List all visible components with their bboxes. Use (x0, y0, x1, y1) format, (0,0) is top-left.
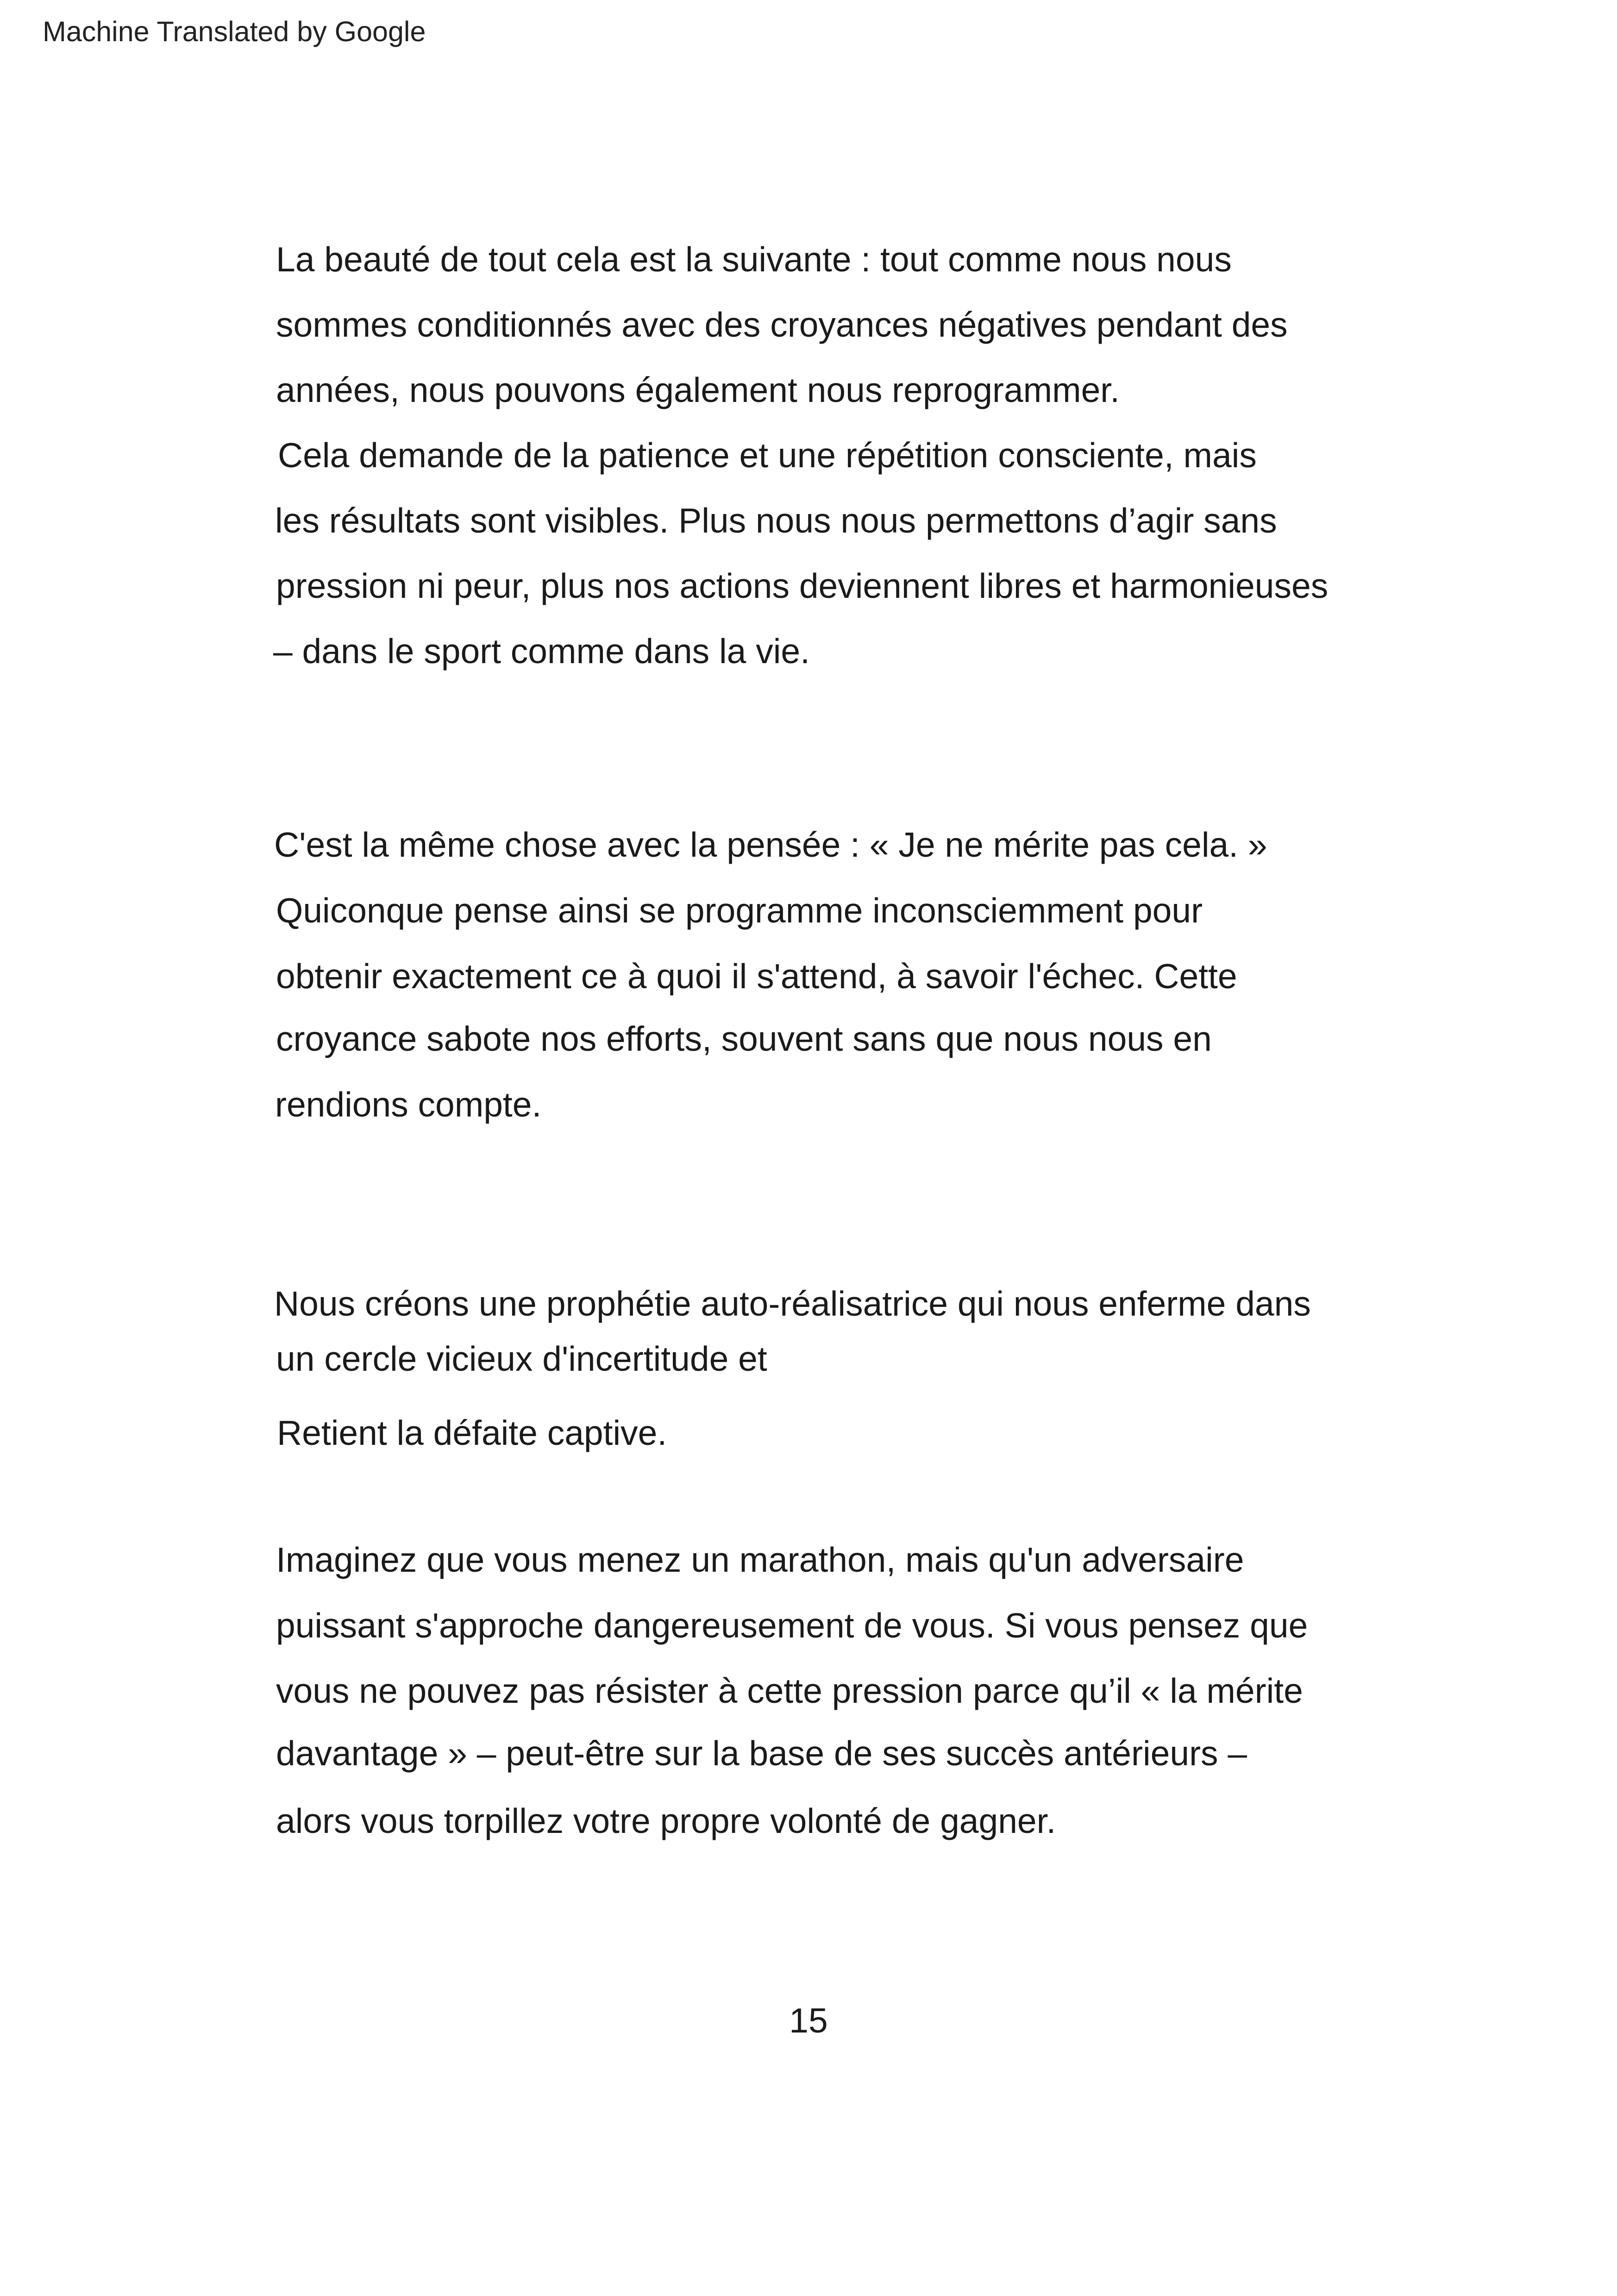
text-line: années, nous pouvons également nous reprogrammer. (276, 370, 1120, 409)
text-line: puissant s'approche dangereusement de vous. Si vous pensez que (276, 1606, 1308, 1645)
text-line: alors vous torpillez votre propre volonté de gagner. (276, 1801, 1056, 1840)
text-line: Nous créons une prophétie auto-réalisatrice qui nous enferme dans (274, 1284, 1311, 1323)
text-line: Retient la défaite captive. (277, 1413, 667, 1452)
text-line: Quiconque pense ainsi se programme inconsciemment pour (276, 891, 1203, 930)
text-line: un cercle vicieux d'incertitude et (276, 1339, 767, 1378)
text-line: les résultats sont visibles. Plus nous nous permettons d’agir sans (275, 501, 1277, 540)
text-line: obtenir exactement ce à quoi il s'attend, à savoir l'échec. Cette (276, 957, 1237, 996)
text-line: Imaginez que vous menez un marathon, mais qu'un adversaire (276, 1540, 1244, 1579)
text-line: Cela demande de la patience et une répétition consciente, mais (278, 436, 1257, 475)
text-line: croyance sabote nos efforts, souvent sans que nous nous en (276, 1019, 1212, 1058)
text-line: – dans le sport comme dans la vie. (273, 632, 810, 671)
text-line: La beauté de tout cela est la suivante : tout comme nous nous (276, 240, 1232, 279)
text-line: sommes conditionnés avec des croyances négatives pendant des (276, 305, 1288, 344)
machine-translation-note: Machine Translated by Google (43, 16, 426, 47)
page-number: 15 (789, 2001, 828, 2040)
text-line: C'est la même chose avec la pensée : « Je ne mérite pas cela. » (274, 825, 1267, 864)
text-line: davantage » – peut-être sur la base de ses succès antérieurs – (276, 1734, 1247, 1773)
text-line: rendions compte. (275, 1085, 542, 1124)
text-line: vous ne pouvez pas résister à cette pression parce qu’il « la mérite (276, 1671, 1303, 1710)
text-line: pression ni peur, plus nos actions deviennent libres et harmonieuses (276, 566, 1329, 605)
